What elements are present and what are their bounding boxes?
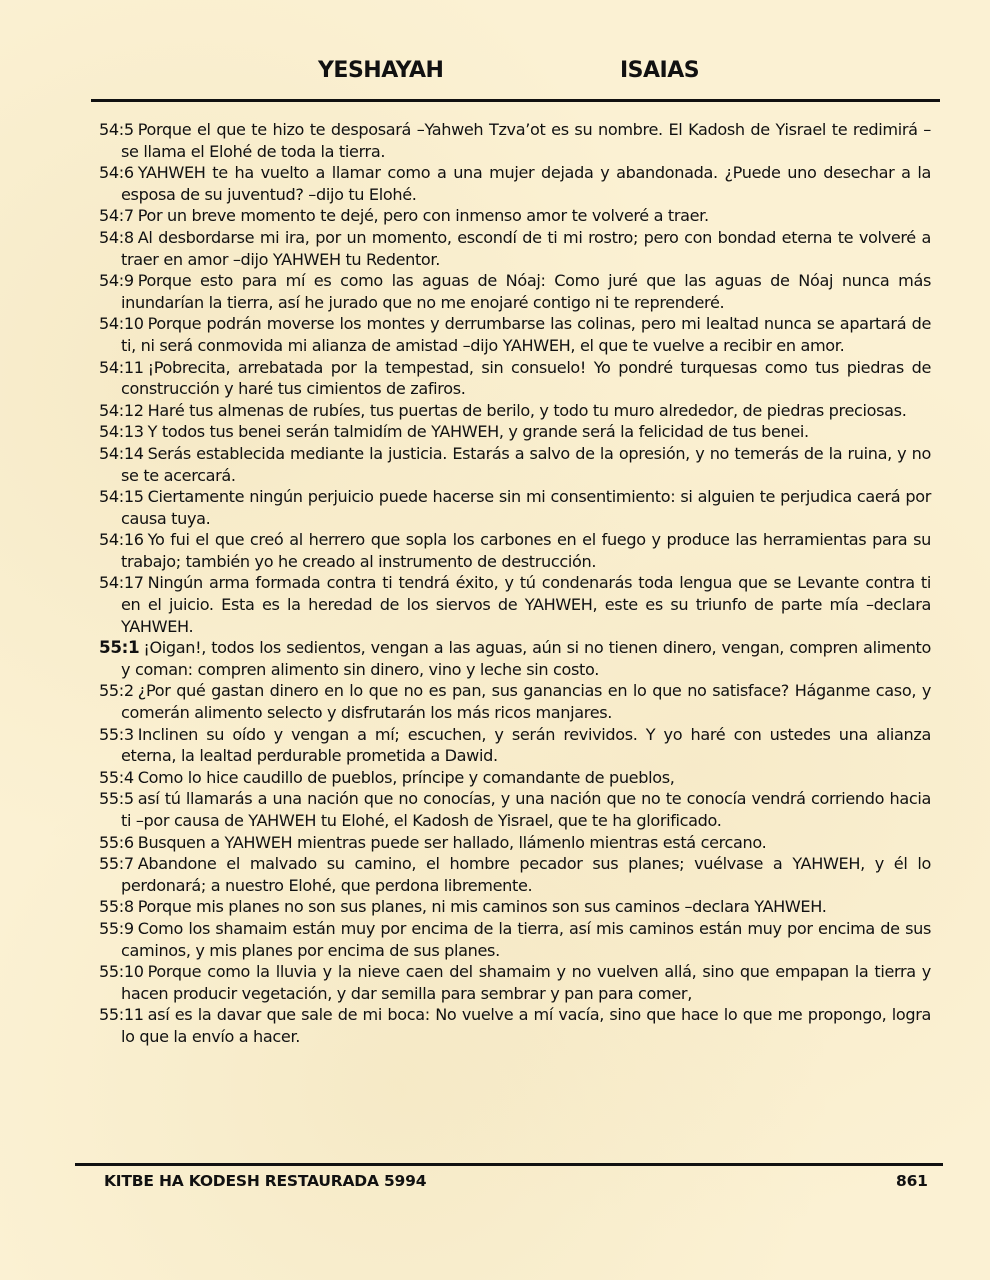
verse <box>99 961 931 1004</box>
footer-book-title: KITBE HA KODESH RESTAURADA 5994 <box>104 1172 427 1190</box>
verse <box>99 896 931 918</box>
verse-text: YAHWEH te ha vuelto a llamar como a una mujer dejada y abandonada. ¿Puede uno desechar a la esposa de su juventud? –dijo tu Elohé. <box>121 163 931 204</box>
verse-text: Ciertamente ningún perjuicio puede hacerse sin mi consentimiento: si alguien te perjudica caerá por causa tuya. <box>121 487 931 528</box>
verse-text: Como los shamaim están muy por encima de la tierra, así mis caminos están muy por encima de sus caminos, y mis planes por encima de sus planes. <box>121 918 931 960</box>
verse-text: ¡Pobrecita, arrebatada por la tempestad, sin consuelo! Yo pondré turquesas como tus piedras de construcción y haré tus cimientos de zafiros. <box>121 357 931 399</box>
verse-reference: 55:5 <box>99 789 134 809</box>
verse <box>99 918 931 961</box>
verse-reference: 55:3 <box>99 724 134 744</box>
verse-reference: 54:16 <box>99 530 144 550</box>
page-header <box>0 58 990 88</box>
page-number: 861 <box>896 1172 928 1190</box>
verse <box>99 767 931 789</box>
verse-reference: 54:13 <box>99 422 144 442</box>
verse-reference: 55:8 <box>99 897 134 917</box>
verse-text: Al desbordarse mi ira, por un momento, escondí de ti mi rostro; pero con bondad eterna te volveré a traer en amor –dijo YAHWEH tu Redentor. <box>121 227 931 269</box>
verse-text: Busquen a YAHWEH mientras puede ser hallado, llámenlo mientras está cercano. <box>137 832 767 852</box>
verse-reference: 54:12 <box>99 400 144 420</box>
verse-reference: 55:2 <box>99 681 134 701</box>
verse-text: ¡Oigan!, todos los sedientos, vengan a las aguas, aún si no tienen dinero, vengan, compren alimento y coman: compren alimento sin dinero, vino y leche sin costo. <box>121 638 931 679</box>
verse <box>99 724 931 767</box>
verse-reference: 55:1 <box>99 637 140 658</box>
verse <box>99 853 931 896</box>
verse-text: Porque como la lluvia y la nieve caen del shamaim y no vuelven allá, sino que empapan la tierra y hacen producir vegetación, y dar semilla para sembrar y pan para comer, <box>121 962 931 1003</box>
verse-reference: 54:15 <box>99 487 144 507</box>
verse <box>99 205 931 227</box>
verse-text: Yo fui el que creó al herrero que sopla los carbones en el fuego y produce las herramientas para su trabajo; también yo he creado al instrumento de destrucción. <box>121 530 931 571</box>
verse-reference: 55:11 <box>99 1005 144 1025</box>
header-divider <box>91 99 940 102</box>
verse <box>99 788 931 831</box>
verse <box>99 357 931 400</box>
verse-reference: 55:10 <box>99 962 144 982</box>
verse-reference: 55:6 <box>99 832 134 852</box>
verse-reference: 54:8 <box>99 227 134 247</box>
verse <box>99 400 931 422</box>
verse <box>99 529 931 572</box>
verse-text: Por un breve momento te dejé, pero con inmenso amor te volveré a traer. <box>137 206 709 226</box>
verse-reference: 55:9 <box>99 918 134 938</box>
verse <box>99 421 931 443</box>
verse <box>99 572 931 637</box>
verse-list <box>99 119 931 1048</box>
footer-divider <box>75 1163 943 1166</box>
verse <box>99 637 931 680</box>
verse-text: así tú llamarás a una nación que no conocías, y una nación que no te conocía vendrá corriendo hacia ti –por causa de YAHWEH tu Elohé, el Kadosh de Yisrael, que te ha glorificado. <box>121 789 931 830</box>
verse <box>99 313 931 356</box>
verse-text: Y todos tus benei serán talmidím de YAHWEH, y grande será la felicidad de tus benei. <box>147 422 809 442</box>
verse-text: Como lo hice caudillo de pueblos, príncipe y comandante de pueblos, <box>137 767 675 787</box>
verse <box>99 680 931 723</box>
verse <box>99 486 931 529</box>
verse-reference: 54:6 <box>99 163 134 183</box>
verse <box>99 443 931 486</box>
verse-text: Porque podrán moverse los montes y derrumbarse las colinas, pero mi lealtad nunca se apartará de ti, ni será conmovida mi alianza de amistad –dijo YAHWEH, el que te vuelve a recibir en amor. <box>121 314 931 355</box>
verse-reference: 54:7 <box>99 206 134 226</box>
book-title-hebrew: YESHAYAH <box>318 58 444 83</box>
verse-text: ¿Por qué gastan dinero en lo que no es pan, sus ganancias en lo que no satisface? Háganme caso, y comerán alimento selecto y disfrutarán los más ricos manjares. <box>121 681 931 723</box>
verse-text: Haré tus almenas de rubíes, tus puertas de berilo, y todo tu muro alrededor, de piedras preciosas. <box>147 400 907 420</box>
verse-text: Ningún arma formada contra ti tendrá éxito, y tú condenarás toda lengua que se Levante contra ti en el juicio. Esta es la heredad de los siervos de YAHWEH, este es su triunfo de parte mía –declara YAHWEH. <box>121 573 931 636</box>
verse-text: Serás establecida mediante la justicia. Estarás a salvo de la opresión, y no temerás de la ruina, y no se te acercará. <box>121 443 931 485</box>
verse-text: así es la davar que sale de mi boca: No vuelve a mí vacía, sino que hace lo que me propongo, logra lo que la envío a hacer. <box>121 1005 931 1046</box>
verse-text: Porque mis planes no son sus planes, ni mis caminos son sus caminos –declara YAHWEH. <box>137 897 827 917</box>
verse <box>99 1004 931 1047</box>
verse-reference: 54:5 <box>99 120 134 139</box>
verse <box>99 119 931 162</box>
book-title-spanish: ISAIAS <box>620 58 700 83</box>
verse <box>99 832 931 854</box>
verse-reference: 55:7 <box>99 854 134 874</box>
verse-reference: 54:9 <box>99 271 134 291</box>
verse-reference: 54:11 <box>99 357 144 377</box>
verse-text: Abandone el malvado su camino, el hombre pecador sus planes; vuélvase a YAHWEH, y él lo perdonará; a nuestro Elohé, que perdona libremente. <box>121 854 931 895</box>
verse <box>99 270 931 313</box>
verse-reference: 54:10 <box>99 314 144 334</box>
verse-reference: 54:14 <box>99 443 144 463</box>
verse-reference: 55:4 <box>99 767 134 787</box>
verse-text: Porque esto para mí es como las aguas de Nóaj: Como juré que las aguas de Nóaj nunca más inundarían la tierra, así he jurado que no me enojaré contigo ni te reprenderé. <box>121 271 931 312</box>
verse <box>99 162 931 205</box>
verse-text: Inclinen su oído y vengan a mí; escuchen, y serán revividos. Y yo haré con ustedes una alianza eterna, la lealtad perdurable prometida a Dawid. <box>121 724 931 766</box>
verse-text: Porque el que te hizo te desposará –Yahweh Tzva’ot es su nombre. El Kadosh de Yisrael te redimirá –se llama el Elohé de toda la tierra. <box>121 120 931 161</box>
verse <box>99 227 931 270</box>
verse-reference: 54:17 <box>99 573 144 593</box>
